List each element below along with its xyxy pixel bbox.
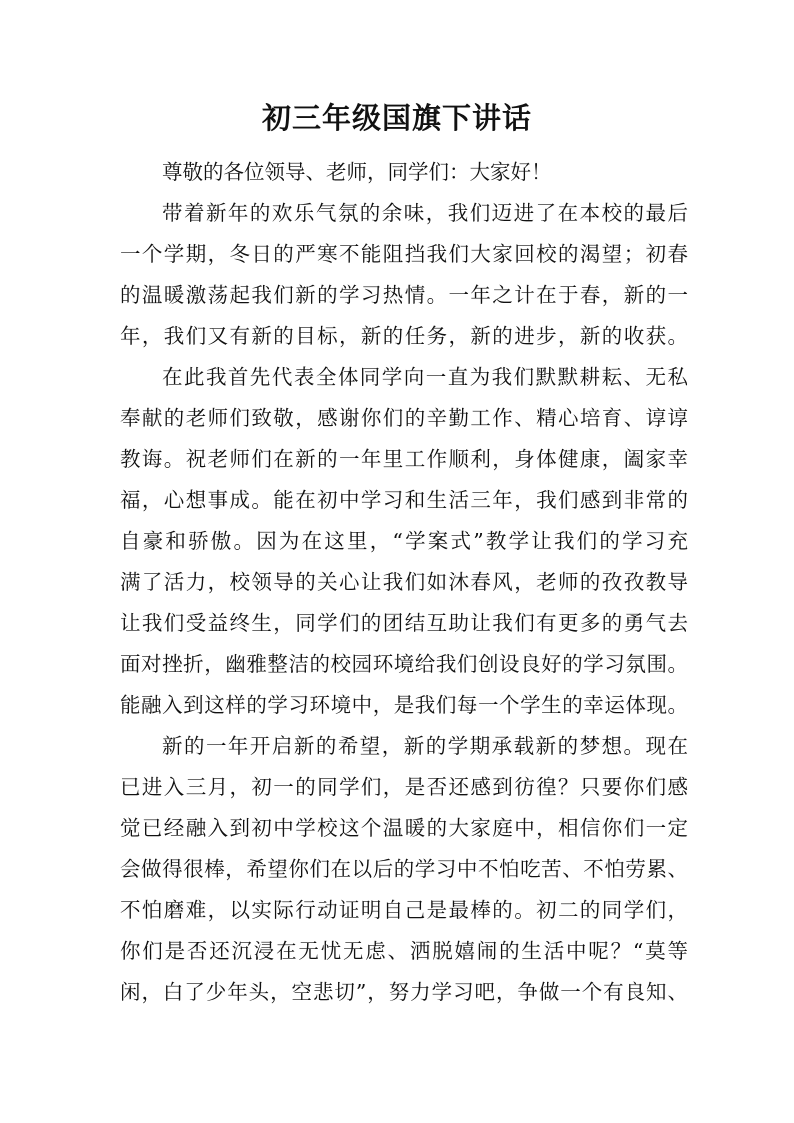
paragraph-2-line-5: 自豪和骄傲。因为在这里，“学案式”教学让我们的学习充 bbox=[120, 529, 688, 553]
paragraph-2-line-1: 在此我首先代表全体同学向一直为我们默默耕耘、无私 bbox=[162, 365, 688, 389]
paragraph-2-line-6: 满了活力，校领导的关心让我们如沐春风，老师的孜孜教导 bbox=[120, 570, 688, 594]
paragraph-2-line-2: 奉献的老师们致敬，感谢你们的辛勤工作、精心培育、谆谆 bbox=[120, 406, 688, 430]
paragraph-2-line-7: 让我们受益终生，同学们的团结互助让我们有更多的勇气去 bbox=[120, 611, 688, 635]
greeting-line: 尊敬的各位领导、老师，同学们：大家好！ bbox=[162, 160, 552, 184]
speech-body bbox=[120, 152, 688, 1013]
paragraph-3-line-2: 已进入三月，初一的同学们，是否还感到彷徨？只要你们感 bbox=[120, 775, 688, 799]
paragraph-2-line-3: 教诲。祝老师们在新的一年里工作顺利，身体健康，阖家幸 bbox=[120, 447, 688, 471]
paragraph-3-line-6: 你们是否还沉浸在无忧无虑、洒脱嬉闹的生活中呢？“莫等 bbox=[120, 939, 688, 963]
paragraph-1-line-1: 带着新年的欢乐气氛的余味，我们迈进了在本校的最后 bbox=[162, 201, 688, 225]
paragraph-1-line-3: 的温暖激荡起我们新的学习热情。一年之计在于春，新的一 bbox=[120, 283, 688, 307]
paragraph-2-line-4: 福，心想事成。能在初中学习和生活三年，我们感到非常的 bbox=[120, 488, 688, 512]
paragraph-3-line-5: 不怕磨难，以实际行动证明自己是最棒的。初二的同学们， bbox=[120, 898, 688, 922]
paragraph-1-line-4: 年，我们又有新的目标，新的任务，新的进步，新的收获。 bbox=[120, 324, 688, 348]
page-title: 初三年级国旗下讲话 bbox=[261, 101, 532, 135]
paragraph-2-line-8: 面对挫折，幽雅整洁的校园环境给我们创设良好的学习氛围。 bbox=[120, 652, 688, 676]
paragraph-1-line-2: 一个学期，冬日的严寒不能阻挡我们大家回校的渴望；初春 bbox=[120, 242, 688, 266]
paragraph-3-line-3: 觉已经融入到初中学校这个温暖的大家庭中，相信你们一定 bbox=[120, 816, 688, 840]
paragraph-3-line-7: 闲，白了少年头，空悲切”，努力学习吧，争做一个有良知、 bbox=[120, 980, 688, 1004]
paragraph-3-line-1: 新的一年开启新的希望，新的学期承载新的梦想。现在 bbox=[162, 734, 688, 758]
paragraph-2-line-9: 能融入到这样的学习环境中，是我们每一个学生的幸运体现。 bbox=[120, 693, 688, 717]
paragraph-3-line-4: 会做得很棒，希望你们在以后的学习中不怕吃苦、不怕劳累、 bbox=[120, 857, 688, 881]
